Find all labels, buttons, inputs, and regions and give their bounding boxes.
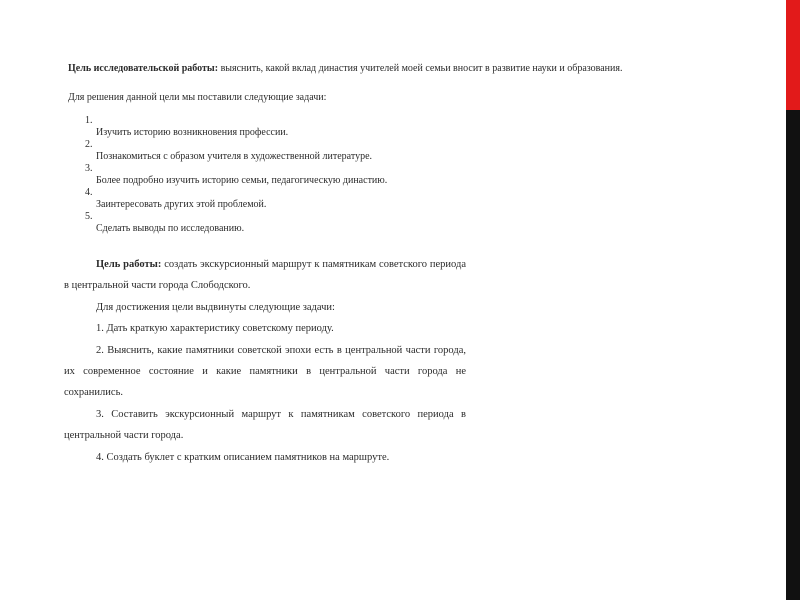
work-goal-block <box>64 254 466 468</box>
edge-accent-red <box>786 0 800 110</box>
research-goal <box>68 63 768 75</box>
work-goal-label: Цель работы: <box>96 259 162 270</box>
list-item-number: 3. <box>85 163 93 174</box>
list-item <box>68 163 768 187</box>
research-goal-label: Цель исследовательской работы: <box>68 63 219 74</box>
list-item-text: Изучить историю возникновения профессии. <box>96 127 289 138</box>
research-goal-block <box>68 63 768 235</box>
list-item <box>68 139 768 163</box>
list-item <box>68 211 768 235</box>
list-item-number: 4. <box>85 187 93 198</box>
list-item <box>68 115 768 139</box>
work-task-1: 1. Дать краткую характеристику советскому периоду. <box>96 323 334 335</box>
list-item-text: Сделать выводы по исследованию. <box>96 223 245 234</box>
list-item-text: Более подробно изучить историю семьи, педагогическую династию. <box>96 175 388 186</box>
research-tasks-intro: Для решения данной цели мы поставили следующие задачи: <box>68 92 327 103</box>
work-task-4: 4. Создать буклет с кратким описанием памятников на маршруте. <box>96 451 390 463</box>
list-item <box>68 187 768 211</box>
work-goal-text: создать экскурсионный маршрут к памятникам советского периода в центральной части города Слободского. <box>64 259 467 292</box>
research-goal-text: выяснить, какой вклад династия учителей моей семьи вносит в развитие науки и образования. <box>218 63 623 74</box>
work-goal <box>64 254 466 297</box>
list-item-number: 5. <box>85 211 93 222</box>
work-task-2: 2. Выяснить, какие памятники советской эпохи есть в центральной части города, их современное состояние и какие памятники в центральной части города не сохранились. <box>64 344 466 399</box>
list-item-number: 1. <box>85 115 93 126</box>
research-tasks-list <box>68 115 768 235</box>
edge-accent-black <box>786 110 800 600</box>
work-tasks-intro: Для достижения цели выдвинуты следующие задачи: <box>96 301 335 313</box>
list-item-number: 2. <box>85 139 93 150</box>
list-item-text: Познакомиться с образом учителя в художественной литературе. <box>96 151 373 162</box>
work-task-3: 3. Составить экскурсионный маршрут к памятникам советского периода в центральной части города. <box>64 408 466 442</box>
list-item-text: Заинтересовать других этой проблемой. <box>96 199 267 210</box>
